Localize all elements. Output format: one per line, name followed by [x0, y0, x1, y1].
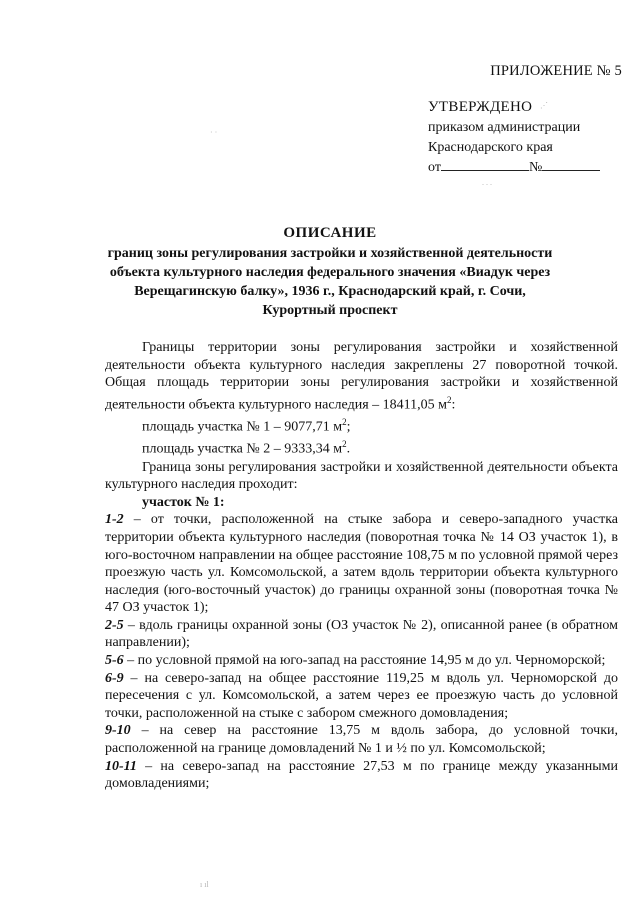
- segment-paragraph: [105, 758, 618, 793]
- approval-block: [428, 97, 600, 178]
- annex-label: ПРИЛОЖЕНИЕ № 5: [490, 63, 622, 79]
- segment-text: – на северо-запад на общее расстояние 119,25 м вдоль ул. Черноморской до пересечения с ул. Комсомольской, а затем через ее проезжую часть до условной точки, расположенной на стыке с забором смежного домовладения;: [105, 670, 618, 721]
- area-1-text: площадь участка № 1 – 9077,71 м: [142, 419, 343, 435]
- approval-line-2: Краснодарского края: [428, 140, 553, 155]
- segment-paragraph: [105, 652, 618, 670]
- document-title: [100, 224, 560, 320]
- area-2-sup: 2: [342, 439, 347, 450]
- title-line-3: Верещагинскую балку», 1936 г., Краснодарский край, г. Сочи,: [134, 284, 526, 299]
- approval-heading: УТВЕРЖДЕНО: [428, 99, 533, 115]
- segment-text: – от точки, расположенной на стыке забора и северо-западного участка территории объекта культурного наследия (поворотная точка № 14 ОЗ участок 1), в юго-восточном направлении на общее расстояние 108,75 м по условной прямой через проезжую часть ул. Комсомольской, а затем вдоль территории объекта культурного наследия (юго-восточный участок) до границы охранной зоны (поворотная точка № 47 ОЗ участок 1);: [105, 512, 618, 616]
- segment-points: 1-2: [105, 512, 124, 528]
- intro-text: Границы территории зоны регулирования застройки и хозяйственной деятельности объекта культурного наследия закреплены 27 поворотной точкой. Общая площадь территории зоны регулирования застройки и хозяйственной деятельности объекта культурного наследия – 18411,05 м: [105, 340, 618, 413]
- title-line-1: границ зоны регулирования застройки и хозяйственной деятельности: [107, 246, 553, 261]
- area-1-line: [105, 414, 618, 436]
- segment-points: 5-6: [105, 653, 124, 669]
- intro-paragraph: [105, 339, 618, 414]
- intro-end: :: [451, 397, 456, 413]
- approval-date-number-line: [428, 158, 600, 178]
- segment-text: – вдоль границы охранной зоны (ОЗ участок № 2), описанной ранее (в обратном направлении);: [105, 617, 618, 651]
- scan-speckle: · ·: [210, 128, 218, 137]
- area-2-text: площадь участка № 2 – 9333,34 м: [142, 441, 343, 457]
- segment-paragraph: [105, 670, 618, 723]
- segment-text: – по условной прямой на юго-запад на расстояние 14,95 м до ул. Черноморской;: [123, 653, 606, 669]
- segment-text: – на север на расстояние 13,75 м вдоль забора, до условной точки, расположенной на границе домовладений № 1 и ½ по ул. Комсомольской;: [105, 723, 618, 757]
- title-line-2: объекта культурного наследия федерального значения «Виадук через: [109, 265, 551, 280]
- document-body: [105, 339, 618, 793]
- segment-points: 9-10: [105, 723, 131, 739]
- title-line-4: Курортный проспект: [262, 303, 398, 318]
- approval-from-label: от: [428, 160, 441, 175]
- segment-text: – на северо-запад на расстояние 27,53 м по границе между указанными домовладениями;: [105, 758, 618, 792]
- title-main: ОПИСАНИЕ: [283, 225, 377, 241]
- scan-speckle: . . .: [482, 178, 492, 187]
- intro-sup: 2: [446, 394, 452, 405]
- segment-paragraph: [105, 722, 618, 757]
- area-1-end: ;: [346, 419, 351, 435]
- segment-points: 6-9: [105, 670, 124, 686]
- area-2-line: [105, 436, 618, 458]
- date-blank: [441, 158, 529, 171]
- scan-speckle: ⋰: [540, 101, 548, 110]
- area-2-end: .: [346, 441, 351, 457]
- number-blank: [542, 158, 600, 171]
- area-1-sup: 2: [342, 417, 347, 428]
- section-heading: участок № 1:: [142, 494, 225, 510]
- segment-paragraph: [105, 511, 618, 617]
- approval-line-1: приказом администрации: [428, 120, 581, 135]
- segment-points: 10-11: [105, 758, 137, 774]
- segment-points: 2-5: [105, 617, 124, 633]
- scan-speckle: ı ıl: [200, 880, 209, 889]
- approval-number-label: №: [528, 160, 543, 175]
- segment-paragraph: [105, 617, 618, 652]
- border-intro-paragraph: Граница зоны регулирования застройки и хозяйственной деятельности объекта культурного наследия проходит:: [105, 459, 618, 493]
